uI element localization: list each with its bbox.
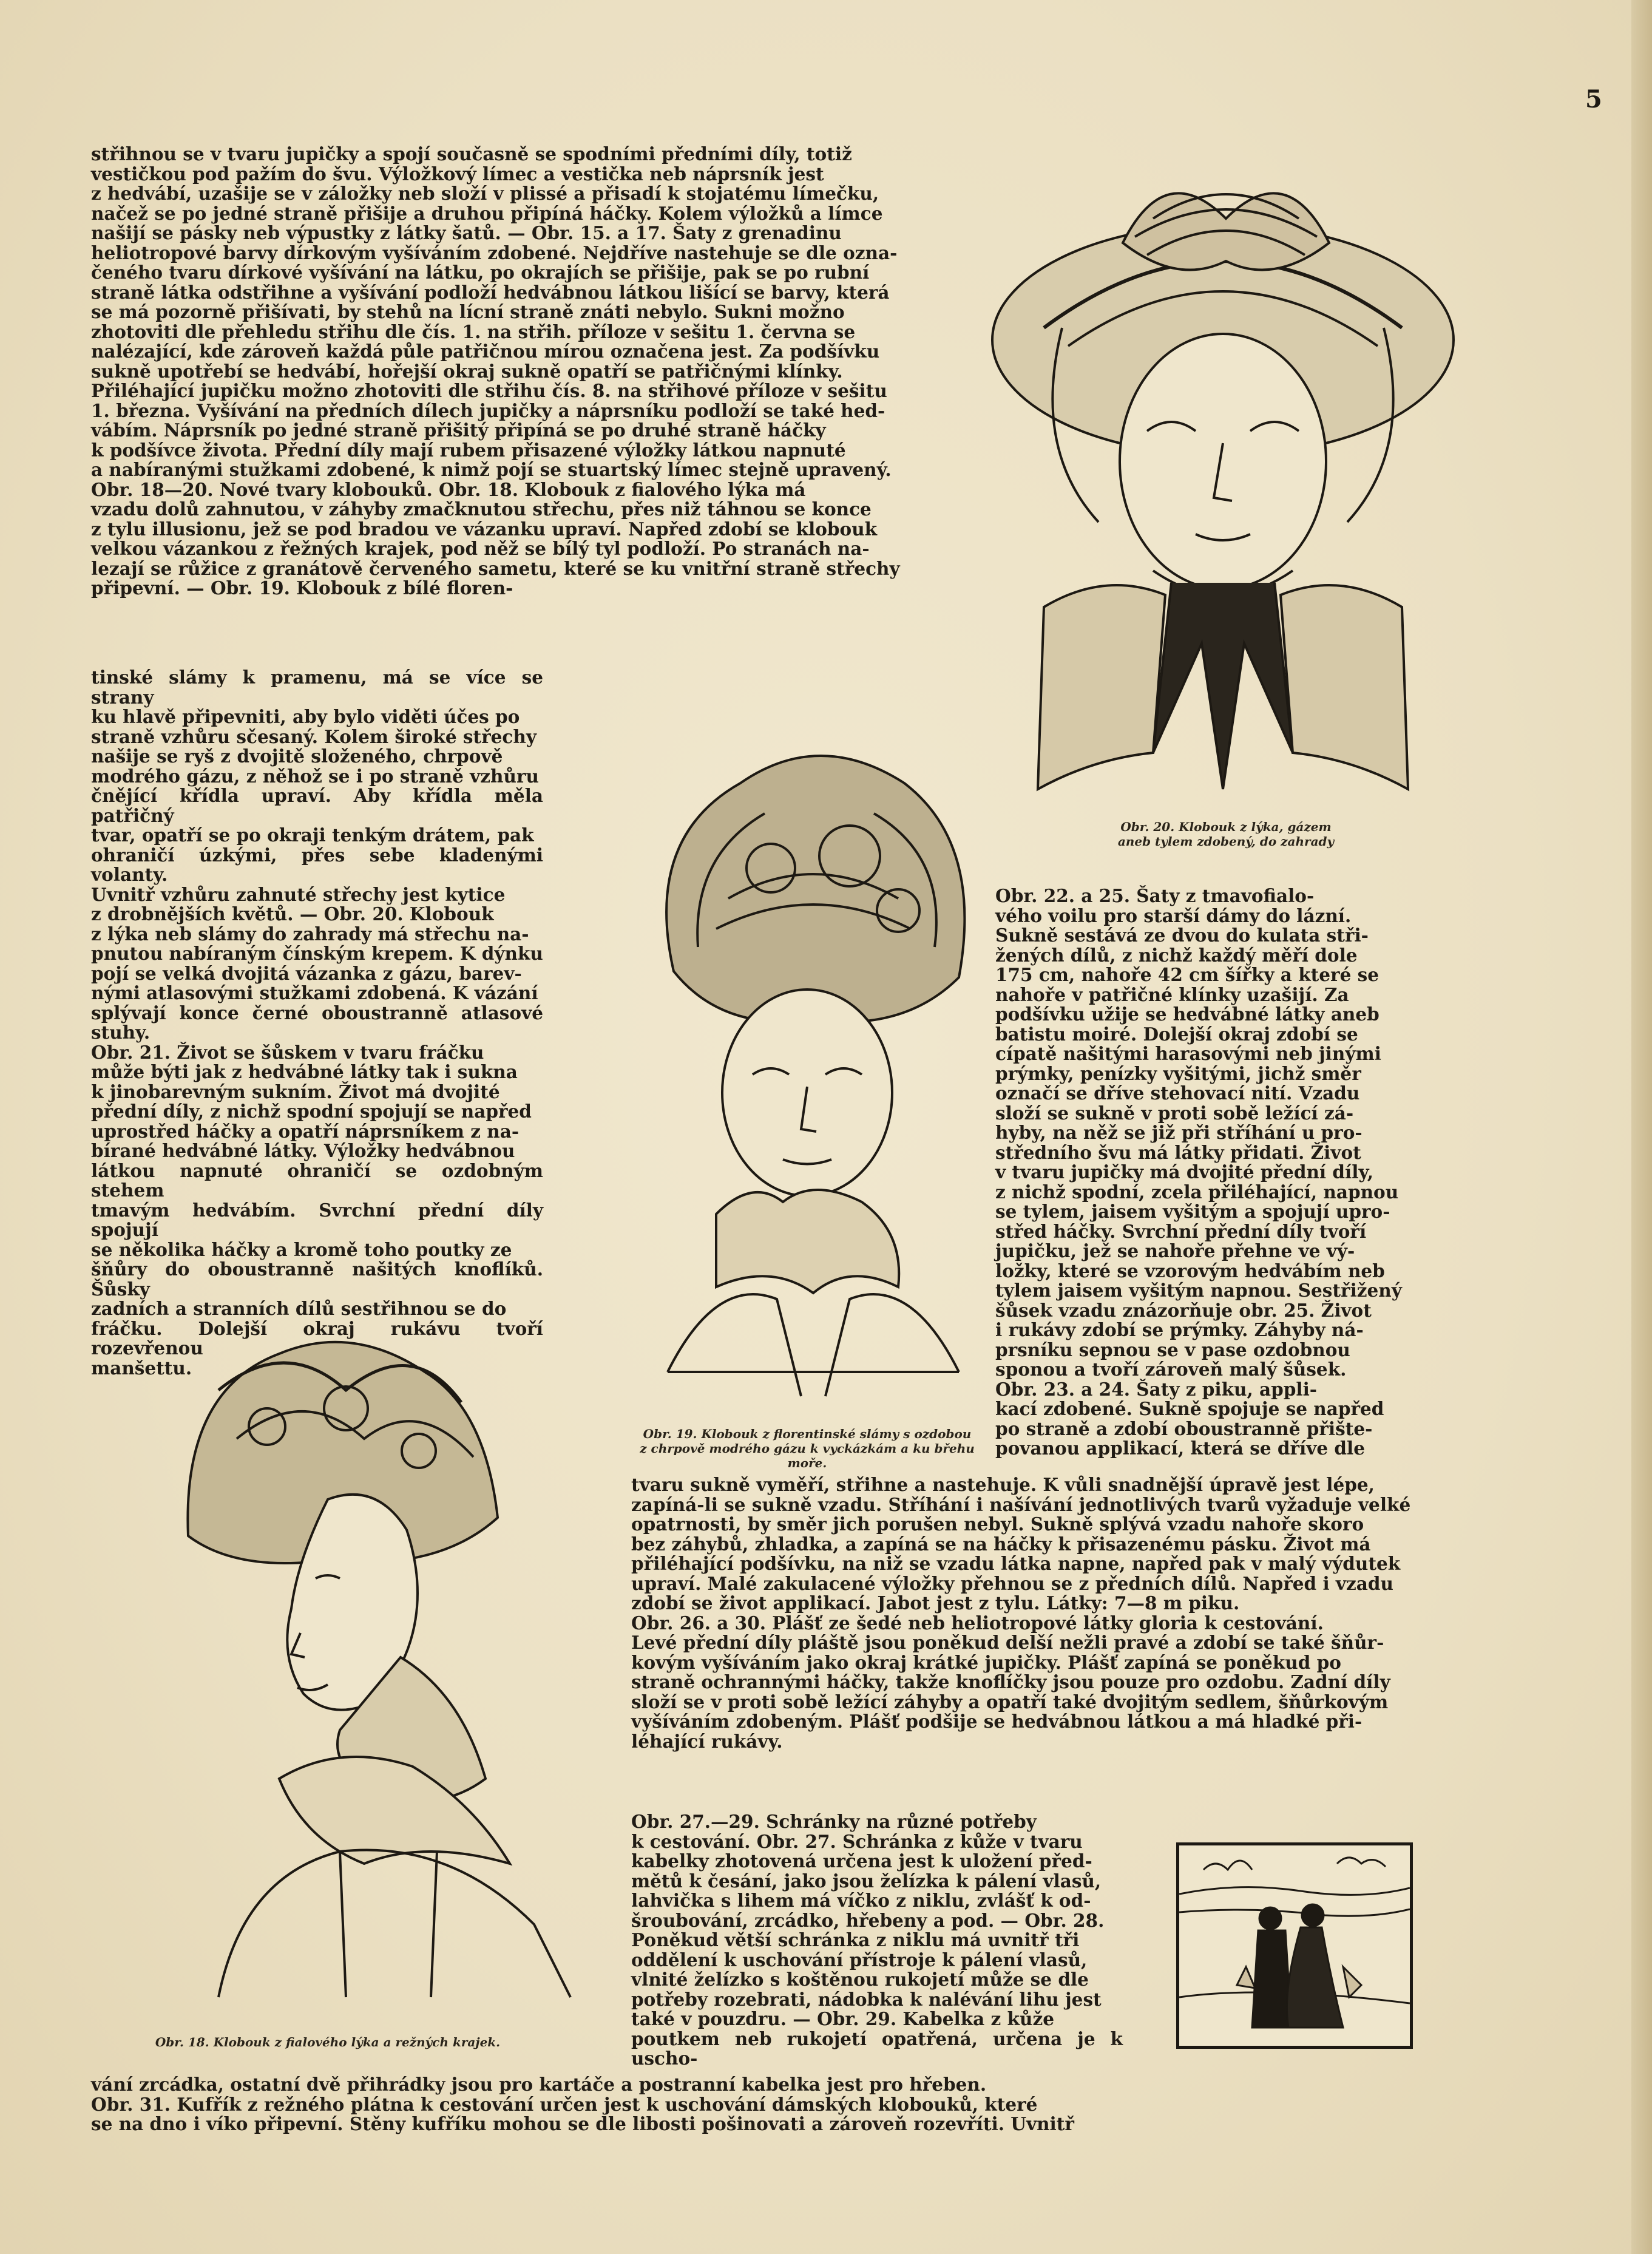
page-number: 5 <box>1585 85 1602 114</box>
text-block-bottom: vání zrcádka, ostatní dvě přihrádky jsou pro kartáče a postranní kabelka jest pro hřeben. Obr. 31. Kufřík z režného plátna k cestování určen jest k uschování dámských klobouků, které se na dno i víko připevní. Stěny kufříku mohou se dle libosti pošinovati a zároveň rozevříti. Uvnitř <box>91 2074 1074 2134</box>
florentine-hat-woman-icon <box>619 716 1007 1414</box>
lace-bonnet-woman-icon <box>146 1317 619 2028</box>
text-block-middle: tvaru sukně vyměří, střihne a nastehuje. K vůli snadnější úpravě jest lépe, zapíná-li se sukně vzadu. Stříhání i našívání jednotlivých tvarů vyžaduje velké opatrnosti, by směr jich porušen nebyl. Sukně splývá vzadu nahoře skoro bez záhybů, zhladka, a zapíná se na háčky k přisazenému pásku. Život má přiléhající podšívku, na niž se vzadu látka napne, napřed pak v malý výdutek upraví. Malé zakulacené výložky přehnou se z předních dílů. Napřed i vzadu zdobí se život applikací. Jabot jest z tylu. Látky: 7—8 m piku. Obr. 26. a 30. Plášť ze šedé neb heliotropové látky gloria k cestování. Levé přední díly pláště jsou poněkud delší nežli pravé a zdobí se také šňůr- kovým vyšíváním jako okraj krátké jupičky. Plášť zapíná se poněkud po straně ochrannými háčky, takže knoflíčky jsou pouze pro ozdobu. Zadní díly složí se v proti sobě ležící záhyby a opatří také dvojitým sedlem, šňůrkovým vyšíváním zdobeným. Plášť podšije se hedvábnou látkou a má hladké při- léhající rukávy. <box>631 1474 1411 1752</box>
text-block-right-column: Obr. 22. a 25. Šaty z tmavofialo- vého voilu pro starší dámy do lázní. Sukně sestává ze dvou do kulata stři- žených dílů, z nichž každý měří dole 175 cm, nahoře 42 cm šířky a které se nahoře v patřičné klínky uzašijí. Za podšívku užije se hedvábné látky aneb batistu moiré. Dolejší okraj zdobí se cípatě našitými harasovými neb jinými prýmky, penízky vyšitými, jichž směr označí se dříve stehovací nití. Vzadu složí se sukně v proti sobě ležící zá- hyby, na něž se již při stříhání u pro- středního švu má látky přidati. Život v tvaru jupičky má dvojité přední díly, z nichž spodní, zcela přiléhající, napnou se tylem, jaisem vyšitým a spojují upro- střed háčky. Svrchní přední díly tvoří jupičku, jež se nahoře přehne ve vý- ložky, které se vzorovým hedvábím neb tylem jaisem vyšitým napnou. Sestřižený šůsek vzadu znázorňuje obr. 25. Život i rukávy zdobí se prýmky. Záhyby ná- prsníku sepnou se v pase ozdobnou sponou a tvoří zároveň malý šůsek. Obr. 23. a 24. Šaty z piku, appli- kací zdobené. Sukně spojuje se napřed po straně a zdobí oboustranně přište- povanou applikací, která se dříve dle <box>995 885 1402 1459</box>
text-block-top: střihnou se v tvaru jupičky a spojí současně se spodními předními díly, totiž vestičkou pod pažím do švu. Výložkový límec a vestička neb náprsník jest z hedvábí, uzašije se v záložky neb složí v plissé a přisadí k stojatému límečku, načež se po jedné straně přišije a druhou připíná háčky. Kolem výložků a límce našijí se pásky neb výpustky z látky šatů. — Obr. 15. a 17. Šaty z grenadinu heliotropové barvy dírkovým vyšíváním zdobené. Nejdříve nastehuje se dle ozna- čeného tvaru dírkové vyšívání na látku, po okrajích se přišije, pak se po rubní straně látka odstřihne a vyšívání podloží hedvábnou látkou lišící se barvy, která se má pozorně přišívati, by stehů na lícní straně znáti nebylo. Sukni možno zhotoviti dle přehledu střihu dle čís. 1. na střih. příloze v sešitu 1. června se nalézající, kde zároveň každá půle patřičnou mírou označena jest. Za podšívku sukně upotřebí se hedvábí, hořejší okraj sukně opatří se patřičnými klínky. Přiléhající jupičku možno zhotoviti dle střihu čís. 8. na střihové příloze v sešitu 1. března. Vyšívání na předních dílech jupičky a náprsníku podloží se také hed- vábím. Náprsník po jedné straně přišitý připíná se po druhé straně háčky k podšívce života. Přední díly mají rubem přisazené výložky látkou napnuté a nabíranými stužkami zdobené, k nimž pojí se stuartský límec stejně upravený. Obr. 18—20. Nové tvary klobouků. Obr. 18. Klobouk z fialového lýka má vzadu dolů zahnutou, v záhyby zmačknutou střechu, přes niž táhnou se konce z tylu illusionu, jež se pod bradou ve vázanku upraví. Napřed zdobí se klobouk velkou vázankou z řežných krajek, pod něž se bílý tyl podloží. Po stranách na- lezají se růžice z granátově červeného sametu, které se ku vnitřní straně střechy připevní. — Obr. 19. Klobouk z bílé floren- <box>91 143 900 599</box>
page-edge <box>1631 0 1652 2254</box>
figure-31-vignette <box>1176 1842 1413 2049</box>
figure-20-illustration <box>971 146 1475 807</box>
figure-18-caption: Obr. 18. Klobouk z fialového lýka a režných krajek. <box>155 2035 501 2049</box>
figure-18-illustration <box>146 1317 619 2028</box>
figure-19-illustration <box>619 716 1007 1414</box>
text-block-travel-cases: Obr. 27.—29. Schránky na různé potřeby k cestování. Obr. 27. Schránka z kůže v tvaru kabelky zhotovená určena jest k uložení před- mětů k česání, jako jsou želízka k pálení vlasů, lahvička s lihem má víčko z niklu, zvlášť k od- šroubování, zrcádko, hřebeny a pod. — Obr. 28. Poněkud větší schránka z niklu má uvnitř tři oddělení k uschování přístroje k pálení vlasů, vlnité želízko s koštěnou rukojetí může se dle potřeby rozebrati, nádobka k nalévání lihu jest také v pouzdru. — Obr. 29. Kabelka z kůže poutkem neb rukojetí opatřená, určena je k uscho- <box>631 1811 1123 2069</box>
figure-19-caption: Obr. 19. Klobouk z florentinské slámy s ozdobou z chrpově modrého gázu k vyckázkám a ku břehu moře. <box>640 1427 975 1470</box>
couple-walking-icon <box>1179 1845 1410 2046</box>
figure-20-caption: Obr. 20. Klobouk z lýka, gázem aneb tylem zdobený, do zahrady <box>1117 820 1335 849</box>
text-block-left-column: tinské slámy k pramenu, má se více se strany ku hlavě připevniti, aby bylo viděti účes po straně vzhůru sčesaný. Kolem široké střechy našije se ryš z dvojitě složeného, chrpově modrého gázu, z něhož se i po straně vzhůru čnějící křídla upraví. Aby křídla měla patřičný tvar, opatří se po okraji tenkým drátem, pak ohraničí úzkými, přes sebe kladenými volanty. Uvnitř vzhůru zahnuté střechy jest kytice z drobnějších květů. — Obr. 20. Klobouk z lýka neb slámy do zahrady má střechu na- pnutou nabíraným čínským krepem. K dýnku pojí se velká dvojitá vázanka z gázu, barev- nými atlasovými stužkami zdobená. K vázání splývají konce černé oboustranně atlasové stuhy. Obr. 21. Život se šůskem v tvaru fráčku může býti jak z hedvábné látky tak i sukna k jinobarevným sukním. Život má dvojité přední díly, z nichž spodní spojují se napřed uprostřed háčky a opatří náprsníkem z na- bírané hedvábné látky. Výložky hedvábnou látkou napnuté ohraničí se ozdobným stehem tmavým hedvábím. Svrchní přední díly spojují se několika háčky a kromě toho poutky ze šňůry do oboustranně našitých knoflíků. Šůsky zadních a stranních dílů sestřihnou se do fráčku. Dolejší okraj rukávu tvoří rozevřenou manšettu. <box>91 667 543 1379</box>
garden-hat-woman-icon <box>971 146 1475 807</box>
